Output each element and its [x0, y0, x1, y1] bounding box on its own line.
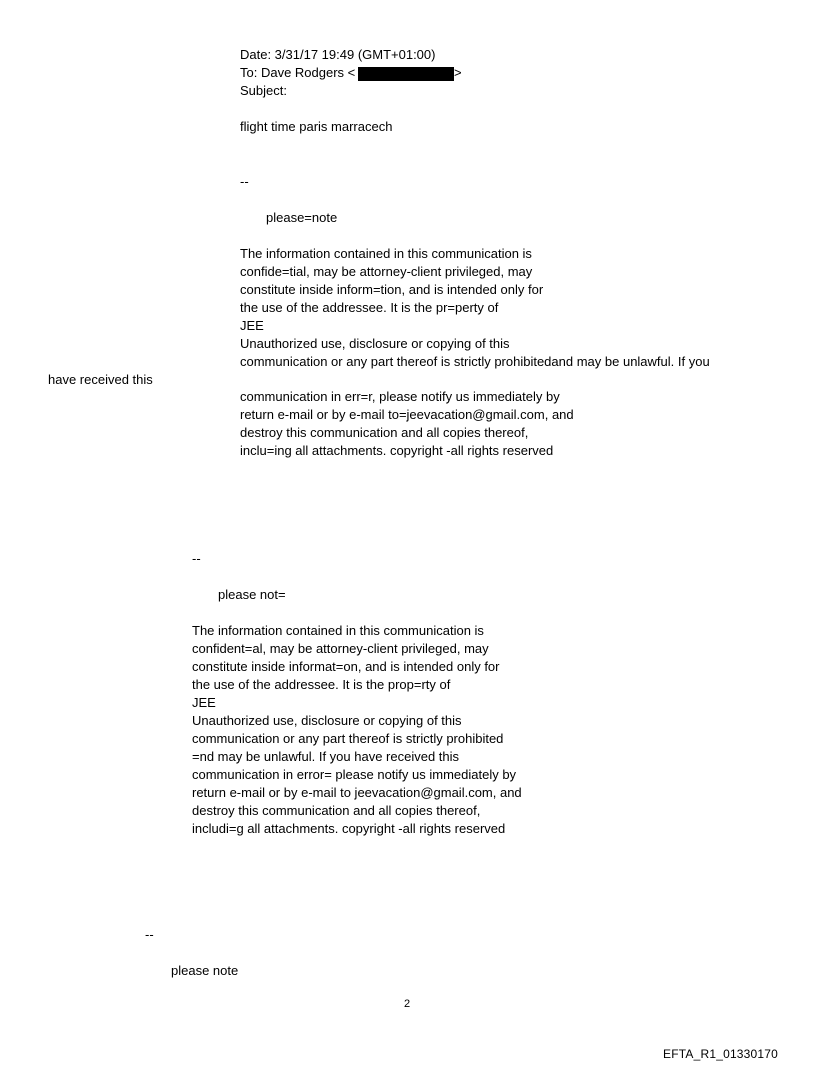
email-subject: Subject:	[240, 83, 287, 98]
redaction-box	[358, 67, 454, 81]
sig1-line: constitute inside inform=tion, and is intended only for	[240, 282, 544, 297]
sig1-line: communication in err=r, please notify us immediately by	[240, 389, 560, 404]
sig1-line: the use of the addressee. It is the pr=perty of	[240, 300, 499, 315]
sig1-line: communication or any part thereof is strictly prohibitedand may be unlawful. If you	[240, 354, 710, 369]
email-to-suffix: >	[454, 65, 462, 80]
sig1-line: Unauthorized use, disclosure or copying of this	[240, 336, 510, 351]
sig2-line: Unauthorized use, disclosure or copying of this	[192, 713, 462, 728]
sig1-line: inclu=ing all attachments. copyright -all rights reserved	[240, 443, 554, 458]
sig1-separator: --	[240, 174, 249, 189]
sig2-line: JEE	[192, 695, 216, 710]
email-date: Date: 3/31/17 19:49 (GMT+01:00)	[240, 47, 436, 62]
sig2-line: constitute inside informat=on, and is intended only for	[192, 659, 500, 674]
sig2-separator: --	[192, 551, 201, 566]
sig1-wrapped-fragment: have received this	[48, 372, 153, 387]
sig2-line: communication in error= please notify us immediately by	[192, 767, 517, 782]
sig1-note: please=note	[266, 210, 338, 225]
sig2-line: destroy this communication and all copies thereof,	[192, 803, 481, 818]
sig2-line: the use of the addressee. It is the prop=rty of	[192, 677, 451, 692]
sig3-separator: --	[145, 927, 154, 942]
sig2-line: communication or any part thereof is strictly prohibited	[192, 731, 504, 746]
document-id: EFTA_R1_01330170	[663, 1047, 779, 1061]
sig2-line: confident=al, may be attorney-client privileged, may	[192, 641, 489, 656]
sig1-line: destroy this communication and all copies thereof,	[240, 425, 529, 440]
sig3-note: please note	[171, 963, 239, 978]
sig1-line: return e-mail or by e-mail to=jeevacation@gmail.com, and	[240, 407, 574, 422]
sig2-line: The information contained in this communication is	[192, 623, 484, 638]
email-to-prefix: To: Dave Rodgers <	[240, 65, 356, 80]
sig2-line: includi=g all attachments. copyright -all rights reserved	[192, 821, 506, 836]
email-body-text: flight time paris marracech	[240, 119, 393, 134]
page-number: 2	[404, 998, 411, 1010]
sig1-line: JEE	[240, 318, 264, 333]
sig2-note: please not=	[218, 587, 286, 602]
sig1-line: The information contained in this communication is	[240, 246, 532, 261]
sig1-line: confide=tial, may be attorney-client privileged, may	[240, 264, 533, 279]
sig2-line: return e-mail or by e-mail to jeevacation@gmail.com, and	[192, 785, 522, 800]
sig2-line: =nd may be unlawful. If you have received this	[192, 749, 460, 764]
